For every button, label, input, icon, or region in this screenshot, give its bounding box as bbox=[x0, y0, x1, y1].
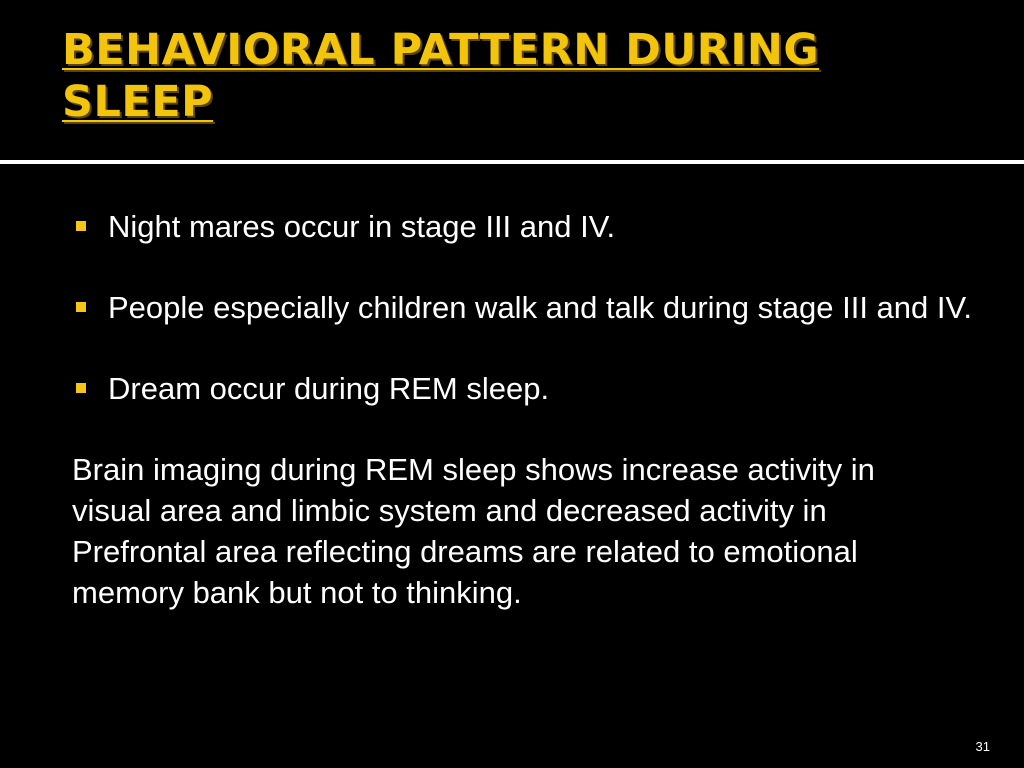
page-number: 31 bbox=[975, 739, 990, 754]
bullet-item bbox=[72, 368, 972, 409]
square-bullet-icon bbox=[76, 221, 86, 231]
square-bullet-icon bbox=[76, 383, 86, 393]
slide-title bbox=[62, 24, 962, 128]
slide-body bbox=[72, 206, 972, 613]
title-divider bbox=[0, 160, 1024, 164]
bullet-text: Night mares occur in stage III and IV. bbox=[108, 209, 616, 244]
bullet-item bbox=[72, 206, 972, 247]
slide-title-line-2: SLEEP bbox=[62, 77, 214, 127]
body-paragraph: Brain imaging during REM sleep shows increase activity in visual area and limbic system and decreased activity in Prefrontal area reflecting dreams are related to emotional memory bank but not to thinking. bbox=[72, 452, 875, 610]
bullet-text: Dream occur during REM sleep. bbox=[108, 371, 550, 406]
square-bullet-icon bbox=[76, 302, 86, 312]
bullet-list bbox=[72, 206, 972, 409]
bullet-item bbox=[72, 287, 972, 328]
bullet-text: People especially children walk and talk during stage III and IV. bbox=[108, 290, 972, 325]
slide-title-line-1: BEHAVIORAL PATTERN DURING bbox=[62, 25, 820, 75]
